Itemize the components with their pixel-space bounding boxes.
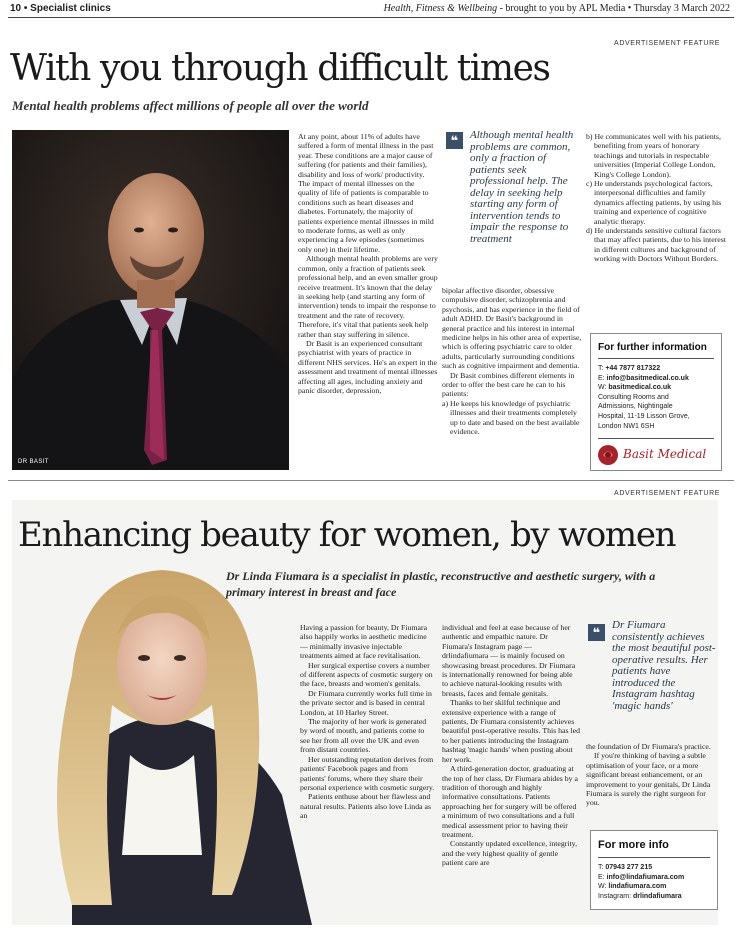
contact-box [590,830,718,910]
paragraph: Dr Basit is an experienced consultant psychiatrist with years of practice in different NHS services. He's an expert in the assessment and treatment of mental illnesses affecting all ages, including anxiety and panic disorder, depression, [298,338,438,395]
section-divider [8,480,734,481]
article2-column-1 [300,623,435,821]
contact-box [590,333,722,471]
article2-headline: Enhancing beauty for women, by women [18,515,676,555]
quote-icon: ❝ [588,624,605,641]
basit-medical-logo [597,444,719,466]
contact-title: For further information [598,342,707,353]
paragraph: Patients enthuse about her flawless and natural results. Patients also love Linda as an [300,792,432,821]
paragraph: Dr Basit combines different elements in order to offer the best care he can to his patients: [442,370,575,399]
email-link[interactable]: info@lindafiumara.com [606,873,685,881]
publication-name: Health, Fitness & Wellbeing [383,3,498,14]
paragraph: Although mental health problems are very common, only a fraction of patients seek professional help, and an even smaller group receive treatment. It's known that the delay in seeking help (and starting any form of intervention) tends to impair the response to treatment and the rate of recovery. Therefore, it's vital that patients seek help rather than stay suffering in silence. [298,254,438,339]
address-line: London NW1 6SH [598,422,655,430]
article1-pullquote: Although mental health problems are common, only a fraction of patients seek professional help. The delay in seeking help starting any form of intervention tends to impair the response to treatment [470,129,574,245]
header-rule [8,17,734,18]
publication-date: - brought to you by APL Media • Thursday 3 March 2022 [497,3,730,14]
article2-column-2 [442,623,580,868]
list-item: b) He communicates well with his patients, benefiting from years of honorary teachings and tutorials in respectable universities (Imperial College London, King's College London). [586,132,721,179]
paragraph: Thanks to her skilful technique and extensive experience with a range of patients, Dr Fiumara consistently achieves beautiful post-operative results. This has led to her patients introducing the Instagram hashtag 'magic hands' when posting about her work. [442,698,581,764]
paragraph: Having a passion for beauty, Dr Fiumara also happily works in aesthetic medicine — minimally invasive injectable treatments aimed at face revitalisation. [300,623,428,661]
list-item: d) He understands sensitive cultural factors that may affect patients, due to his interest in different cultures and background of working with Doctors Without Borders. [586,226,726,264]
dr-basit-portrait [12,130,289,470]
advertisement-label: ADVERTISEMENT FEATURE [614,40,720,47]
article2-deck: Dr Linda Fiumara is a specialist in plastic, reconstructive and aesthetic surgery, with a primary interest in breast and face [226,569,656,599]
paragraph: The majority of her work is generated by word of mouth, and patients come to see her from all over the UK and even from distant countries. [300,717,427,755]
rose-logo-icon [597,444,619,466]
paragraph: bipolar affective disorder, obsessive compulsive disorder, schizophrenia and psychosis, and has experience in the field of adult ADHD. Dr Basit's background in general practice and his interest in internal medicine helps in his other area of expertise, which is offering psychiatric care to older adults, particularly surrounding conditions such as cognitive impairment and dementia. [442,286,582,371]
email-line: E: info@lindafiumara.com [598,873,685,881]
address-line: Admissions, Nightingale [598,403,673,411]
phone-line: T: 07943 277 215 [598,864,653,871]
email-link[interactable]: info@basitmedical.co.uk [606,374,689,382]
website-link[interactable]: basitmedical.co.uk [608,384,672,392]
phone-number: +44 7877 817322 [605,365,661,372]
instagram-link[interactable]: drlindafiumara [633,892,682,900]
paragraph: Her surgical expertise covers a number of different aspects of cosmetic surgery on the face, breasts and women's genitals. [300,660,433,689]
paragraph: If you're thinking of having a subtle optimisation of your face, or a more significant breast enhancement, or an improvement to your genitals, Dr Linda Fiumara is surely the right surgeon for you. [586,751,711,808]
email-line: E: info@basitmedical.co.uk [598,374,689,382]
logo-text: Basit Medical [623,447,707,461]
contact-details [598,364,720,431]
dr-fiumara-photo [12,555,312,925]
article1-column-1 [298,132,438,395]
article1-column-3 [586,132,726,264]
phone-line: T: +44 7877 817322 [598,365,661,372]
website-link[interactable]: lindafiumara.com [608,883,667,891]
advertisement-label: ADVERTISEMENT FEATURE [614,490,720,497]
page-section-label: 10 • Specialist clinics [10,3,111,14]
dr-basit-photo [12,130,289,470]
list-item: a) He keeps his knowledge of psychiatric illnesses and their treatments completely up to date and based on the best available evidence. [442,398,580,437]
dr-fiumara-portrait [12,555,312,925]
paragraph: Her outstanding reputation derives from patients' Facebook pages and from patients' forums, where they share their personal experience with cosmetic surgery. [300,754,435,792]
divider [598,857,710,858]
web-line: W: lindafiumara.com [598,883,667,891]
photo-caption: DR BASIT [18,459,49,465]
paragraph: individual and feel at ease because of her authentic and empathic nature. Dr Fiumara's Instagram page — drlindafiumara — is mainly focused on showcasing breast procedures. Dr Fiumara is internationally renowned for being able to achieve natural-looking results with breasts, faces and female genitals. [442,623,576,698]
contact-title: For more info [598,839,669,851]
contact-details [598,863,716,901]
paragraph: the foundation of Dr Fiumara's practice. [586,742,711,751]
article1-deck: Mental health problems affect millions of people all over the world [12,98,369,113]
list-item: c) He understands psychological factors, interpersonal difficulties and family dynamics affecting patients, by using his training and experience of cognitive analytic therapy. [586,179,722,226]
paragraph: Dr Fiumara currently works full time in the private sector and is based in central London, at 10 Harley Street. [300,688,432,717]
address-line: Consulting Rooms and [598,393,669,401]
article1-headline: With you through difficult times [10,48,550,89]
paragraph: Constantly updated excellence, integrity, and the very highest quality of gentle patient care are [442,839,578,868]
divider [598,358,714,359]
phone-number: 07943 277 215 [605,864,653,871]
divider [598,438,714,439]
quote-icon: ❝ [446,132,463,149]
instagram-line: Instagram: drlindafiumara [598,892,682,900]
publication-line [384,3,730,14]
paragraph: A third-generation doctor, graduating at the top of her class, Dr Fiumara abides by a tradition of thorough and highly informative consultations. Patients approaching her for surgery will be offered a minimum of two consultations and a full medical assessment prior to having their treatment. [442,764,578,839]
article1-column-2 [442,286,582,437]
web-line: W: basitmedical.co.uk [598,384,672,392]
address-line: Hospital, 11-19 Lisson Grove, [598,412,690,420]
article2-column-3 [586,742,716,808]
paragraph: At any point, about 11% of adults have suffered a form of mental illness in the past year. These conditions are a major cause of suffering (for patients and their families), disability and loss of work/ productivity. The impact of mental illnesses on the quality of life of patients is comparable to conditions such as heart diseases and diabetes. Fortunately, the majority of patients experience mental illnesses in mild to moderate forms, as well as only experiencing a few episodes (sometimes only one) in their lifetime. [298,132,434,254]
article2-pullquote: Dr Fiumara consistently achieves the most beautiful post-operative results. Her patients have introduced the Instagram hashtag 'magic hands' [612,619,716,712]
